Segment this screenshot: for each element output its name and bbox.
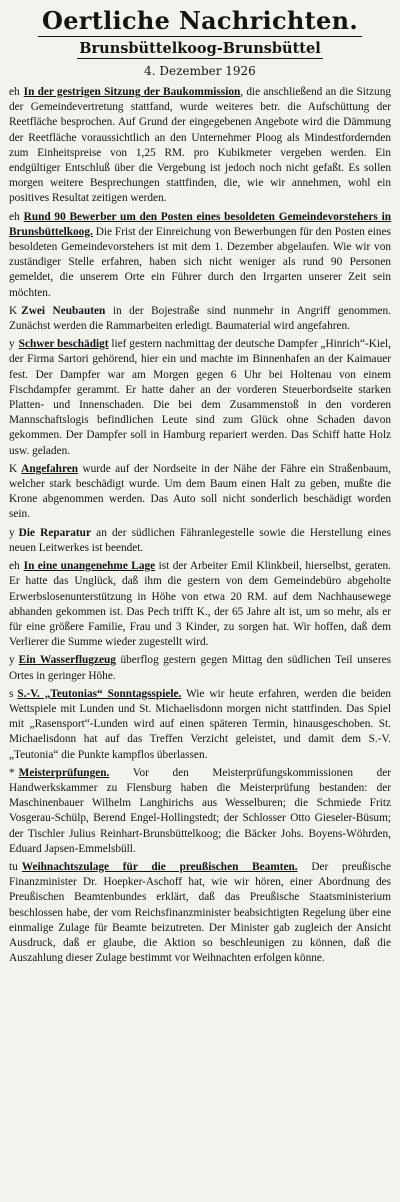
article-dampfer: [9, 337, 391, 459]
article-lead: tu: [9, 860, 18, 873]
article-weihnachtszulage: [9, 860, 391, 966]
article-headline: Weihnachtszulage für die preußischen Beamten.: [21, 860, 298, 873]
article-headline: Die Reparatur: [18, 526, 91, 539]
article-neubauten: [9, 304, 391, 334]
article-body: an der südlichen Fähranlegestelle sowie die Herstellung eines neuen Leitwerkes ist beendet.: [9, 526, 391, 554]
article-lead: y: [9, 526, 15, 539]
article-gemeindevorsteher: [9, 210, 391, 301]
article-headline: S.-V. „Teutonias“ Sonntagsspiele.: [17, 687, 182, 700]
article-headline: Schwer beschädigt: [18, 338, 109, 351]
article-angefahren: [9, 462, 391, 523]
article-meisterpruefungen: [9, 766, 391, 857]
article-unangenehme-lage: [9, 559, 391, 650]
article-headline: Angefahren: [21, 462, 79, 475]
article-body: , die anschließend an die Sitzung der Gemeindevertretung stattfand, wurde weiteres betr. die Aufschüttung der Reetfläche besprochen. Auf Grund der eingegebenen Angebote wird die Dämmung der Reetfläche voraussichtlich an den Unternehmer Ploog als Mindestfordernden zum Einheitspreise von 1,25 RM. pro Kubikmeter vergeben werden. Ein endgültiger Entschluß über die Vergebung ist jedoch noch nicht gefaßt. Es sollen morgen weitere Besprechungen stattfinden, die, wie wir annehmen, wohl ein positives Resultat zeitigen werden.: [9, 86, 391, 205]
article-body: überflog gestern gegen Mittag den südlichen Teil unseres Ortes in geringer Höhe.: [9, 654, 391, 682]
article-lead: *: [9, 766, 15, 779]
article-baukommission: [9, 85, 391, 207]
article-headline: Ein Wasserflugzeug: [18, 654, 116, 667]
issue-date: 4. Dezember 1926: [144, 64, 256, 78]
article-reparatur: [9, 526, 391, 556]
article-lead: eh: [9, 210, 20, 223]
article-body: Wie wir heute erfahren, werden die beiden Wettspiele mit Lunden und St. Michaelisdonn morgen nicht stattfinden. Das Spiel mit „Rasensport“-Lunden wird auf einen späteren Termin, hinausgeschoben. St. Michaelisdonn hat auf das Treffen Verzicht geleistet, und damit dem S.-V. „Teutonia“ die Punkte kampflos überlassen.: [9, 687, 392, 761]
article-lead: s: [9, 687, 14, 700]
article-lead: y: [9, 338, 15, 351]
article-lead: y: [9, 654, 15, 667]
article-wasserflugzeug: [9, 653, 391, 683]
article-headline: In eine unangenehme Lage: [23, 560, 156, 573]
article-body: ist der Arbeiter Emil Klinkbeil, hierselbst, geraten. Er hatte das Unglück, daß ihm die gestern von dem Gemeindebüro abgeholte Erwerbslosenunterstützung in Höhe von etwa 20 RM. auf dem Nachhausewege abhanden gekommen ist. Das Pech trifft K., der 65 Jahre alt ist, um so mehr, als er für eine größere Familie, Frau und 3 Kinder, zu sorgen hat. Wir hoffen, daß dem Verlierer die Summe wieder zugestellt wird.: [9, 560, 391, 649]
article-headline: In der gestrigen Sitzung der Baukommission: [23, 86, 241, 98]
article-lead: eh: [9, 560, 20, 573]
article-headline: Rund 90 Bewerber um den Posten eines besoldeten Gemeindevorstehers in Brunsbüttelkoog.: [9, 210, 391, 238]
article-body: Der preußische Finanzminister Dr. Hoepker-Aschoff hat, wie wir hören, einer Abordnung des Preußischen Beamtenbundes erklärt, daß das Preußische Staatsministerium beschlossen habe, der vom Reichsfinanzminister beabsichtigten Regelung über eine einmalige Zulage für Beamte beizutreten. Der Minister gab zugleich der Ansicht Ausdruck, daß er glaube, die Aktion so beschleunigen zu können, daß die Auszahlung dieser Zulage bestimmt vor Weihnachten erfolgen könne.: [9, 860, 391, 965]
article-body: Die Frist der Einreichung von Bewerbungen für den Posten eines besoldeten Gemeindevorstehers ist mit dem 1. Dezember abgelaufen. Wie wir von zuständiger Stelle erfahren, haben sich nicht weniger als rund 90 Personen gemeldet, die unserem Orte ein Führer durch den Irrgarten unserer Zeit sein möchten.: [9, 225, 391, 299]
article-lead: eh: [9, 86, 20, 98]
section-subtitle: Brunsbüttelkoog-Brunsbüttel: [79, 40, 321, 57]
article-body: in der Bojestraße sind nunmehr in Angriff genommen. Zunächst werden die Rammarbeiten erledigt. Baumaterial wird angefahren.: [9, 304, 391, 333]
article-body: lief gestern nachmittag der deutsche Dampfer „Hinrich“-Kiel, der Firma Sartori gehörend, hier ein und machte im Binnenhafen an der Kaimauer fest. Der Dampfer war am Morgen gegen 6 Uhr bei Holtenau von einem Fischdampfer gerammt. Er hatte daher an der vorderen Steuerbordseite starken Platten- und Innenschaden. Die bei dem Zusammenstoß in den vorderen Mannschaftslogis befindlichen Leute sind zum Glück ohne Schaden davon gekommen. Der Dampfer soll in Hamburg repariert werden. Das Schiff hatte Holz usw. geladen.: [9, 338, 391, 457]
masthead: [9, 6, 391, 79]
article-teutonia: [9, 687, 391, 763]
article-lead: K: [9, 304, 18, 317]
article-lead: K: [9, 462, 18, 475]
section-title: Oertliche Nachrichten.: [38, 6, 362, 37]
article-body: Vor den Meisterprüfungskommissionen der Handwerkskammer zu Flensburg haben die Meisterprüfung bestanden: der Maschinenbauer Wilhelm Langhirichs aus Wesselburen; die Schmiede Fritz Vosgerau-Schülp, Berend Engel-Hollingstedt; der Schlosser Otto Gieseler-Büsum; der Tischler Julius Reinhart-Brunsbüttelkoog; die Bäcker Johs. Boyens-Wöhrden, Eduard Japsen-Emmelsbüll.: [9, 766, 391, 855]
article-headline: Meisterprüfungen.: [18, 766, 110, 779]
article-headline: Zwei Neubauten: [21, 304, 106, 317]
article-body: wurde auf der Nordseite in der Nähe der Fähre ein Straßenbaum, welcher stark beschädigt wurde. Um dem Baum einen Halt zu geben, mußte die Krone abgenommen werden. Das Auto soll nicht sonderlich beschädigt worden sein.: [9, 462, 391, 521]
